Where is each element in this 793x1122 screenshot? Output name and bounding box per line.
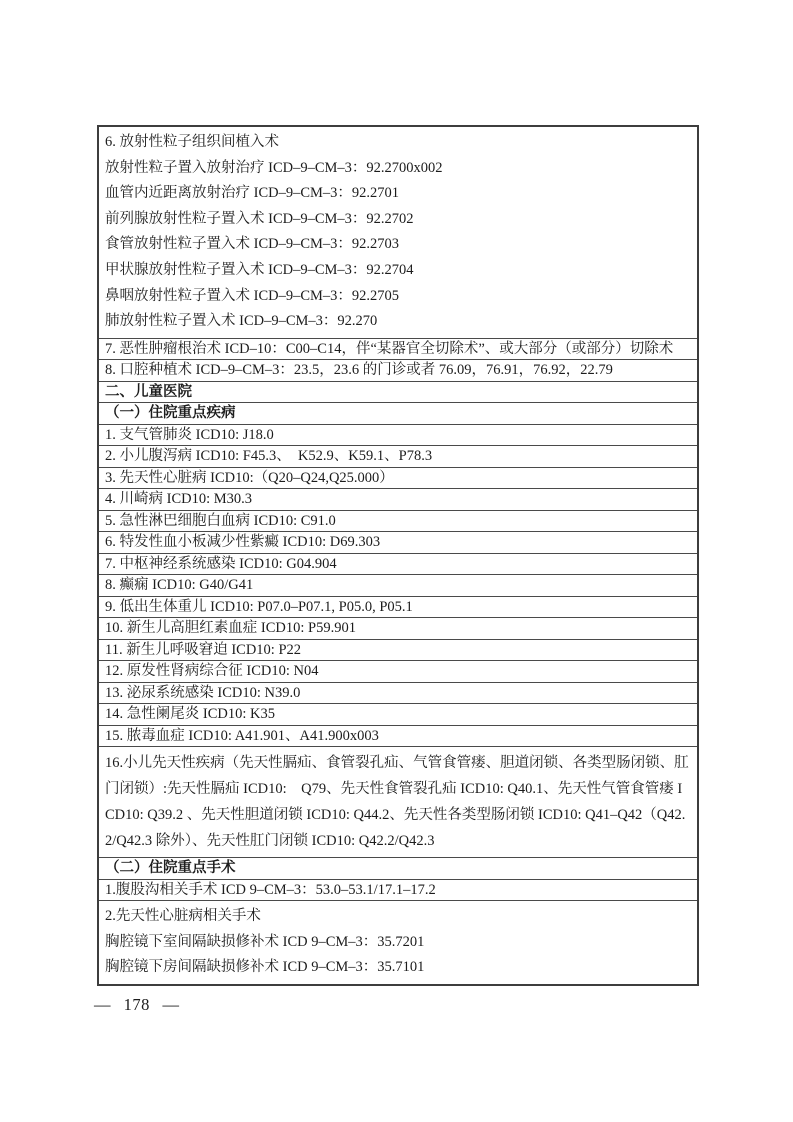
cell-line: 血管内近距离放射治疗 ICD–9–CM–3：92.2701 [105,185,400,202]
table-row: 8. 口腔种植术 ICD–9–CM–3：23.5，23.6 的门诊或者 76.09，76.91，76.92，22.79 [99,359,697,381]
table-row: 3. 先天性心脏病 ICD10:（Q20–Q24,Q25.000） [99,467,697,489]
table-row: 6. 特发性血小板减少性紫癜 ICD10: D69.303 [99,531,697,553]
table-row: 11. 新生儿呼吸窘迫 ICD10: P22 [99,639,697,661]
table-row: 5. 急性淋巴细胞白血病 ICD10: C91.0 [99,510,697,532]
table-row: 7. 中枢神经系统感染 ICD10: G04.904 [99,553,697,575]
cell-line: 放射性粒子置入放射治疗 ICD–9–CM–3：92.2700x002 [105,159,443,176]
table-row: 8. 癫痫 ICD10: G40/G41 [99,574,697,596]
cell-line: 前列腺放射性粒子置入术 ICD–9–CM–3：92.2702 [105,210,414,227]
page-number: — 178 — [94,995,180,1014]
table-row: 9. 低出生体重儿 ICD10: P07.0–P07.1, P05.0, P05.1 [99,596,697,618]
cell-line: 胸腔镜下房间隔缺损修补术 ICD 9–CM–3：35.7101 [105,959,425,976]
icd-code-table [97,125,699,986]
table-row: 7. 恶性肿瘤根治术 ICD–10：C00–C14，伴“某器官全切除术”、或大部分（或部分）切除术 [99,338,697,360]
cell-line: 食管放射性粒子置入术 ICD–9–CM–3：92.2703 [105,236,400,253]
table-row: 10. 新生儿高胆红素血症 ICD10: P59.901 [99,617,697,639]
cell-line: 胸腔镜下室间隔缺损修补术 ICD 9–CM–3：35.7201 [105,933,425,950]
table-row: 12. 原发性肾病综合征 ICD10: N04 [99,660,697,682]
cell-line: 6. 放射性粒子组织间植入术 [105,134,279,150]
table-row: 1. 支气管肺炎 ICD10: J18.0 [99,424,697,446]
table-row: 14. 急性阑尾炎 ICD10: K35 [99,703,697,725]
section-header-row: （二）住院重点手术 [99,857,697,879]
section-header-row: 二、儿童医院 [99,381,697,403]
table-row [99,127,697,338]
cell-line: 鼻咽放射性粒子置入术 ICD–9–CM–3：92.2705 [105,287,400,304]
table-row: 13. 泌尿系统感染 ICD10: N39.0 [99,682,697,704]
cell-line: 2.先天性心脏病相关手术 [105,908,261,925]
table-row: 4. 川崎病 ICD10: M30.3 [99,488,697,510]
table-row: 16.小儿先天性疾病（先天性膈疝、食管裂孔疝、气管食管瘘、胆道闭锁、各类型肠闭锁、肛门闭锁）:先天性膈疝 ICD10: Q79、先天性食管裂孔疝 ICD10: Q40.1、先天性气管食管瘘 ICD10: Q39.2 、先天性胆道闭锁 ICD10: Q44.2、先天性各类型肠闭锁 ICD10: Q41–Q42（Q42.2/Q42.3 除外）、先天性肛门闭锁 ICD10: Q42.2/Q42.3 [99,746,697,857]
table-row: 15. 脓毒血症 ICD10: A41.901、A41.900x003 [99,725,697,747]
cell-line: 甲状腺放射性粒子置入术 ICD–9–CM–3：92.2704 [105,261,414,278]
cell-line: 肺放射性粒子置入术 ICD–9–CM–3：92.270 [105,313,378,330]
table-row [99,900,697,984]
section-header-row: （一）住院重点疾病 [99,402,697,424]
table-row: 2. 小儿腹泻病 ICD10: F45.3、 K52.9、K59.1、P78.3 [99,445,697,467]
table-row: 1.腹股沟相关手术 ICD 9–CM–3：53.0–53.1/17.1–17.2 [99,879,697,901]
